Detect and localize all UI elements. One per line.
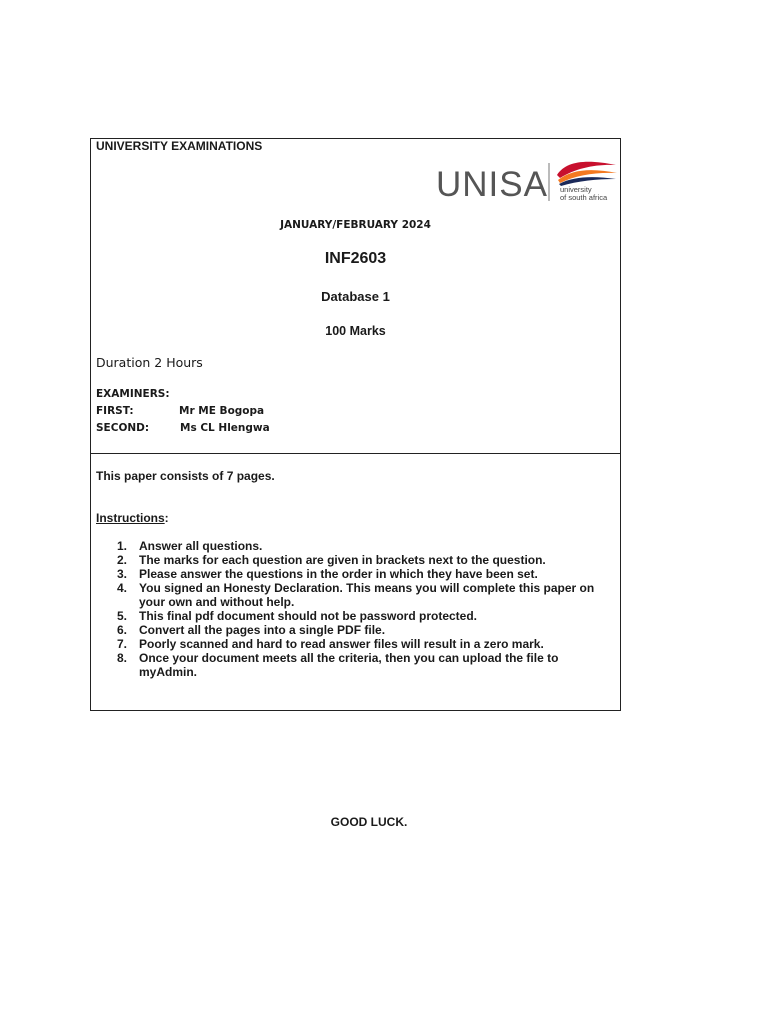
instruction-text: Convert all the pages into a single PDF file. [139,623,386,637]
examiner-second-name: Ms CL Hlengwa [180,422,270,434]
examiner-second-role: SECOND: [96,422,150,434]
instruction-text: You signed an Honesty Declaration. This means you will complete this paper on your own and without help. [139,581,595,609]
instruction-number: 6. [117,623,128,637]
exam-title: UNIVERSITY EXAMINATIONS [96,139,263,153]
instructions-list [117,539,617,679]
list-item [117,567,617,581]
instruction-number: 7. [117,637,128,651]
instructions-heading [96,511,169,525]
cover-header [91,139,620,454]
instruction-text: The marks for each question are given in brackets next to the question. [139,553,546,567]
instruction-text: Please answer the questions in the order in which they have been set. [139,567,538,581]
total-marks: 100 Marks [325,324,386,338]
page-count-note: This paper consists of 7 pages. [96,469,275,483]
list-item [117,637,617,651]
instruction-text: Once your document meets all the criteria, then you can upload the file to myAdmin. [139,651,559,679]
list-item [117,651,617,679]
module-name: Database 1 [321,289,390,304]
instruction-number: 8. [117,651,128,665]
examiners-label: EXAMINERS: [96,388,170,400]
instructions-heading-colon: : [164,511,169,525]
list-item [117,581,617,609]
instruction-number: 5. [117,609,128,623]
module-code: INF2603 [324,250,387,267]
instruction-text: Poorly scanned and hard to read answer files will result in a zero mark. [139,637,544,651]
instruction-number: 2. [117,553,128,567]
logo-tagline-1: university [560,185,592,194]
instruction-number: 4. [117,581,128,595]
instruction-number: 3. [117,567,128,581]
instructions-heading-text: Instructions [96,511,165,525]
list-item [117,539,617,553]
instruction-number: 1. [117,539,128,553]
exam-session: JANUARY/FEBRUARY 2024 [280,219,431,231]
instruction-text: This final pdf document should not be password protected. [139,609,478,623]
examiner-first-role: FIRST: [96,405,134,417]
exam-cover-frame [90,138,621,711]
list-item [117,553,617,567]
unisa-logo [436,159,618,205]
list-item [117,609,617,623]
logo-wordmark: UNISA [436,165,548,204]
logo-tagline-2: of south africa [560,193,608,202]
list-item [117,623,617,637]
good-luck-message: GOOD LUCK. [330,815,408,829]
examiner-first-name: Mr ME Bogopa [179,405,265,417]
instruction-text: Answer all questions. [139,539,263,553]
exam-duration: Duration 2 Hours [96,355,203,370]
